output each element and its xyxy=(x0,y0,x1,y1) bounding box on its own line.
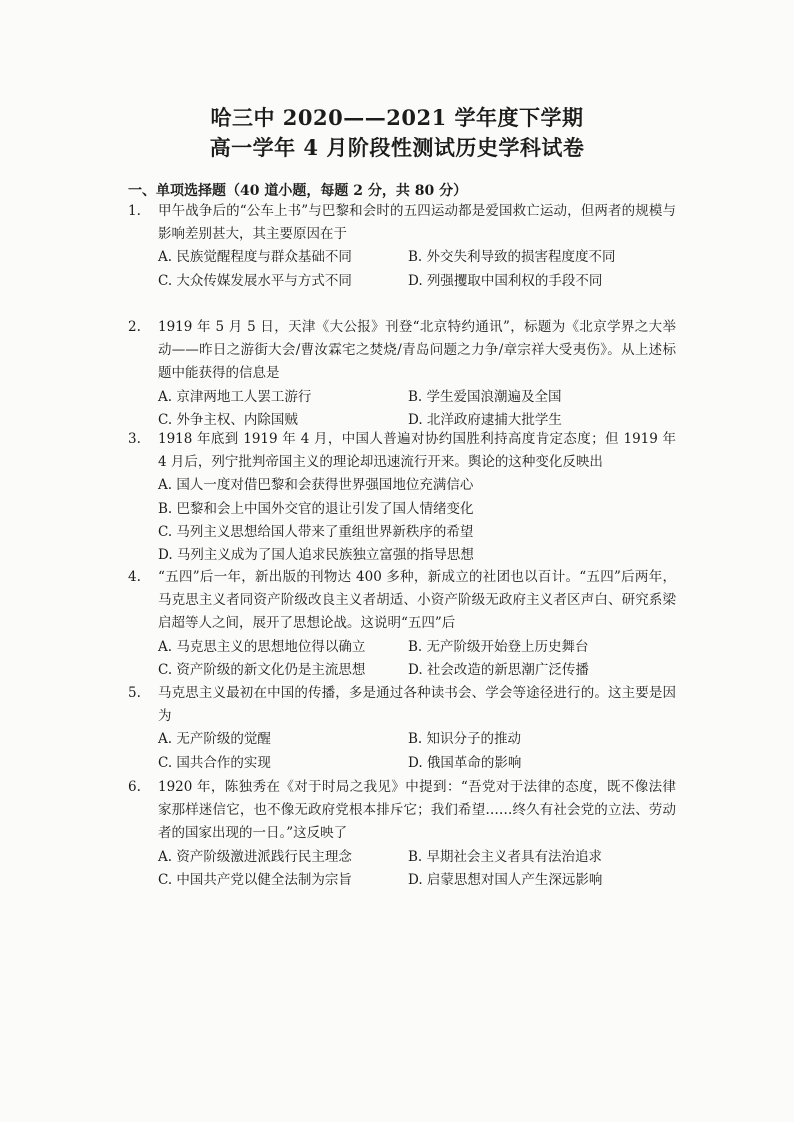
question-number: 2. xyxy=(128,319,141,335)
option-c: C. 大众传媒发展水平与方式不同 xyxy=(158,272,352,289)
option-b: B. 无产阶级开始登上历史舞台 xyxy=(408,638,589,655)
question-5 xyxy=(128,682,676,775)
option-b: B. 巴黎和会上中国外交官的退让引发了国人情绪变化 xyxy=(158,500,474,517)
option-b: B. 早期社会主义者具有法治追求 xyxy=(408,848,603,865)
option-group xyxy=(158,246,676,292)
option-a: A. 民族觉醒程度与群众基础不同 xyxy=(158,249,352,266)
option-a: A. 国人一度对借巴黎和会获得世界强国地位充满信心 xyxy=(158,477,474,494)
option-a: A. 资产阶级激进派践行民主理念 xyxy=(158,848,352,865)
question-1 xyxy=(128,200,676,293)
option-group xyxy=(158,386,676,432)
option-group xyxy=(158,728,676,774)
option-group xyxy=(158,846,676,892)
option-c: C. 外争主权、内除国贼 xyxy=(158,411,298,428)
option-c: C. 资产阶级的新文化仍是主流思想 xyxy=(158,661,366,678)
option-b: B. 外交失利导致的损害程度度不同 xyxy=(408,249,616,266)
option-a: A. 马克思主义的思想地位得以确立 xyxy=(158,638,366,655)
question-stem: 马克思主义最初在中国的传播，多是通过各种读书会、学会等途径进行的。这主要是因为 xyxy=(158,685,676,725)
option-d: D. 列强攫取中国利权的手段不同 xyxy=(408,272,603,289)
option-d: D. 北洋政府逮捕大批学生 xyxy=(408,411,562,428)
option-a: A. 京津两地工人罢工游行 xyxy=(158,388,312,405)
question-2 xyxy=(128,316,676,432)
question-number: 5. xyxy=(128,685,141,701)
option-c: C. 马列主义思想给国人带来了重组世界新秩序的希望 xyxy=(158,523,474,540)
option-d: D. 俄国革命的影响 xyxy=(408,754,522,771)
question-3 xyxy=(128,428,676,567)
question-number: 3. xyxy=(128,431,141,447)
question-stem: 1920 年，陈独秀在《对于时局之我见》中提到：“吾党对于法律的态度，既不像法律家那样迷信它，也不像无政府党根本排斥它；我们希望……终久有社会党的立法、劳动者的国家出现的一日。”这反映了 xyxy=(158,779,676,842)
question-number: 6. xyxy=(128,779,141,795)
section-heading: 一、单项选择题（40 道小题，每题 2 分，共 80 分） xyxy=(128,183,468,199)
question-stem: 甲午战争后的“公车上书”与巴黎和会时的五四运动都是爱国救亡运动，但两者的规模与影响差别甚大，其主要原因在于 xyxy=(158,203,676,243)
question-number: 1. xyxy=(128,203,141,219)
option-group xyxy=(158,636,676,682)
option-d: D. 启蒙思想对国人产生深远影响 xyxy=(408,871,603,888)
question-stem: 1918 年底到 1919 年 4 月，中国人普遍对协约国胜利持高度肯定态度；但 1919 年 4 月后，列宁批判帝国主义的理论却迅速流行开来。舆论的这种变化反映出 xyxy=(158,431,676,471)
question-4 xyxy=(128,566,676,682)
question-6 xyxy=(128,776,676,892)
option-b: B. 学生爱国浪潮遍及全国 xyxy=(408,388,562,405)
option-d: D. 社会改造的新思潮广泛传播 xyxy=(408,661,589,678)
option-c: C. 中国共产党以健全法制为宗旨 xyxy=(158,871,352,888)
question-number: 4. xyxy=(128,569,141,585)
exam-title-line2: 高一学年 4 月阶段性测试历史学科试卷 xyxy=(209,135,585,160)
option-group xyxy=(158,474,676,567)
question-stem: “五四”后一年，新出版的刊物达 400 多种，新成立的社团也以百计。“五四”后两年，马克思主义者同资产阶级改良主义者胡适、小资产阶级无政府主义者区声白、研究系梁启超等人之间，展开了思想论战。这说明“五四”后 xyxy=(158,569,676,632)
option-d: D. 马列主义成为了国人追求民族独立富强的指导思想 xyxy=(158,547,474,564)
option-b: B. 知识分子的推动 xyxy=(408,731,522,748)
option-c: C. 国共合作的实现 xyxy=(158,754,271,771)
exam-title-line1: 哈三中 2020——2021 学年度下学期 xyxy=(210,105,584,130)
question-stem: 1919 年 5 月 5 日，天津《大公报》刊登“北京特约通讯”，标题为《北京学界之大举动——昨日之游街大会/曹汝霖宅之焚烧/青岛问题之力争/章宗祥大受夷伤》。从上述标题中能获得的信息是 xyxy=(158,319,676,382)
option-a: A. 无产阶级的觉醒 xyxy=(158,731,271,748)
